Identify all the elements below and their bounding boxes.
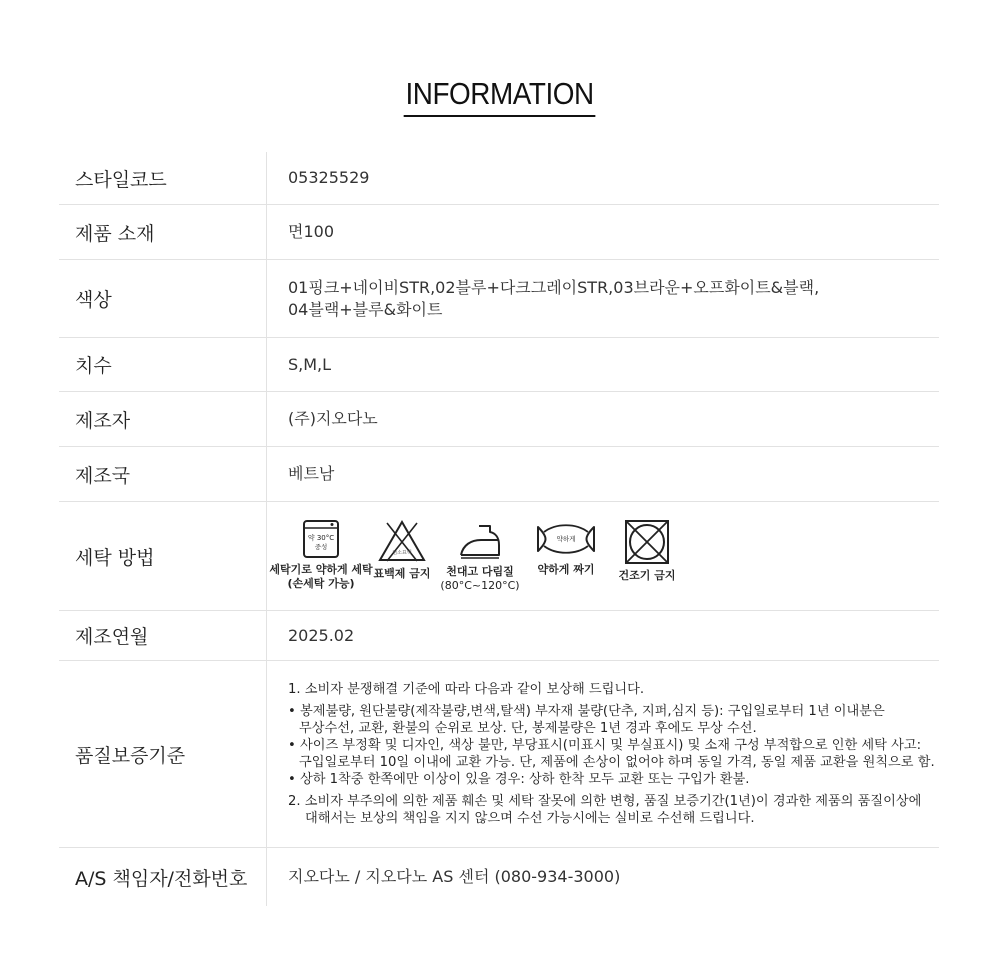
quality-bullet-1-line1: • 봉제불량, 원단불량(제작불량,변색,탈색) 부자재 불량(단추, 지퍼,심지 등): 구입일로부터 1년 이내분은 [288,704,885,719]
care-label-bleach [374,567,431,581]
label-color: 색상 [59,260,267,337]
label-style-code: 스타일코드 [59,152,267,204]
label-size: 치수 [59,338,267,391]
care-label-iron-line1: 천대고 다림질 [446,565,514,578]
care-label-iron-line2: (80°C~120°C) [440,579,520,592]
wash-detergent-text: 중성 [314,543,328,551]
care-label-dryer-line1: 건조기 금지 [618,569,676,582]
no-bleach-icon [377,519,427,563]
value-quality [267,661,939,847]
care-item-dryer [613,519,681,583]
care-label-wash [269,563,372,591]
value-style-code: 05325529 [288,168,370,187]
care-item-wring [525,519,607,577]
care-item-wash [269,519,373,591]
label-date: 제조연월 [59,611,267,660]
row-as [59,848,939,906]
care-label-wring [538,563,595,577]
care-label-wash-line1: 세탁기로 약하게 세탁 [269,563,373,576]
label-washing: 세탁 방법 [59,502,267,610]
info-table [59,152,939,906]
row-color [59,260,939,338]
quality-item-2-line2: 대해서는 보상의 책임을 지지 않으며 수선 가능시에는 실비로 수선해 드립니다. [305,811,755,826]
value-washing [267,502,939,610]
value-date: 2025.02 [288,625,355,645]
value-color-line2: 04블랙+블루&화이트 [288,299,443,319]
row-material [59,205,939,260]
page-title [0,74,1000,117]
value-color-line1: 01핑크+네이비STR,02블루+다크그레이STR,03브라운+오프화이트&블랙, [288,277,820,297]
wash-temp-text: 약 30°C [307,534,335,542]
label-as: A/S 책임자/전화번호 [59,848,267,906]
care-label-bleach-line1: 표백제 금지 [373,567,431,580]
quality-bullet-3: • 상하 1착중 한쪽에만 이상이 있을 경우: 상하 한착 모두 교환 또는 구입가 환불. [288,772,750,787]
iron-icon [457,519,503,561]
wring-icon [536,519,596,559]
label-country: 제조국 [59,447,267,501]
value-country: 베트남 [288,464,335,483]
quality-bullet-2-line1: • 사이즈 부정확 및 디자인, 색상 불만, 부당표시(미표시 및 부실표시) 및 소재 구성 부적합으로 인한 세탁 사고: [288,738,922,753]
quality-bullet-2-line2: 구입일로부터 10일 이내에 교환 가능. 단, 제품에 손상이 없어야 하며 동일 가격, 동일 제품 교환을 원칙으로 함. [299,755,935,770]
label-manufacturer: 제조자 [59,392,267,446]
care-label-wash-line2: (손세탁 가능) [287,577,355,590]
row-size [59,338,939,392]
care-label-dryer [619,569,676,583]
quality-bullet-1-line2: 무상수선, 교환, 환불의 순위로 보상. 단, 봉제불량은 1년 경과 후에도 무상 수선. [299,721,757,736]
row-washing [59,502,939,611]
care-label-iron [440,565,519,593]
row-country [59,447,939,502]
label-material: 제품 소재 [59,205,267,259]
care-icons [267,519,687,593]
care-label-wring-line1: 약하게 짜기 [537,563,595,576]
value-as: 지오다노 / 지오다노 AS 센터 (080-934-3000) [288,867,621,886]
care-item-bleach [369,519,435,581]
wring-inner-text: 약하게 [556,535,576,543]
no-tumble-dry-icon [624,519,670,565]
value-size: S,M,L [288,354,332,374]
quality-item-2-line1: 2. 소비자 부주의에 의한 제품 훼손 및 세탁 잘못에 의한 변형, 품질 보증기간(1년)이 경과한 제품의 품질이상에 [288,794,922,809]
row-date [59,611,939,661]
row-manufacturer [59,392,939,447]
row-quality [59,661,939,848]
page-title-text: INFORMATION [404,74,596,117]
no-bleach-inner-text: 염소표백 [392,550,412,556]
value-material: 면100 [288,222,334,241]
row-style-code [59,152,939,205]
wash-tub-icon [302,519,340,559]
value-manufacturer: (주)지오다노 [288,409,378,428]
label-quality: 품질보증기준 [59,661,267,847]
care-item-iron [441,519,519,593]
value-color [267,260,939,337]
quality-item-1: 1. 소비자 분쟁해결 기준에 따라 다음과 같이 보상해 드립니다. [288,682,645,697]
